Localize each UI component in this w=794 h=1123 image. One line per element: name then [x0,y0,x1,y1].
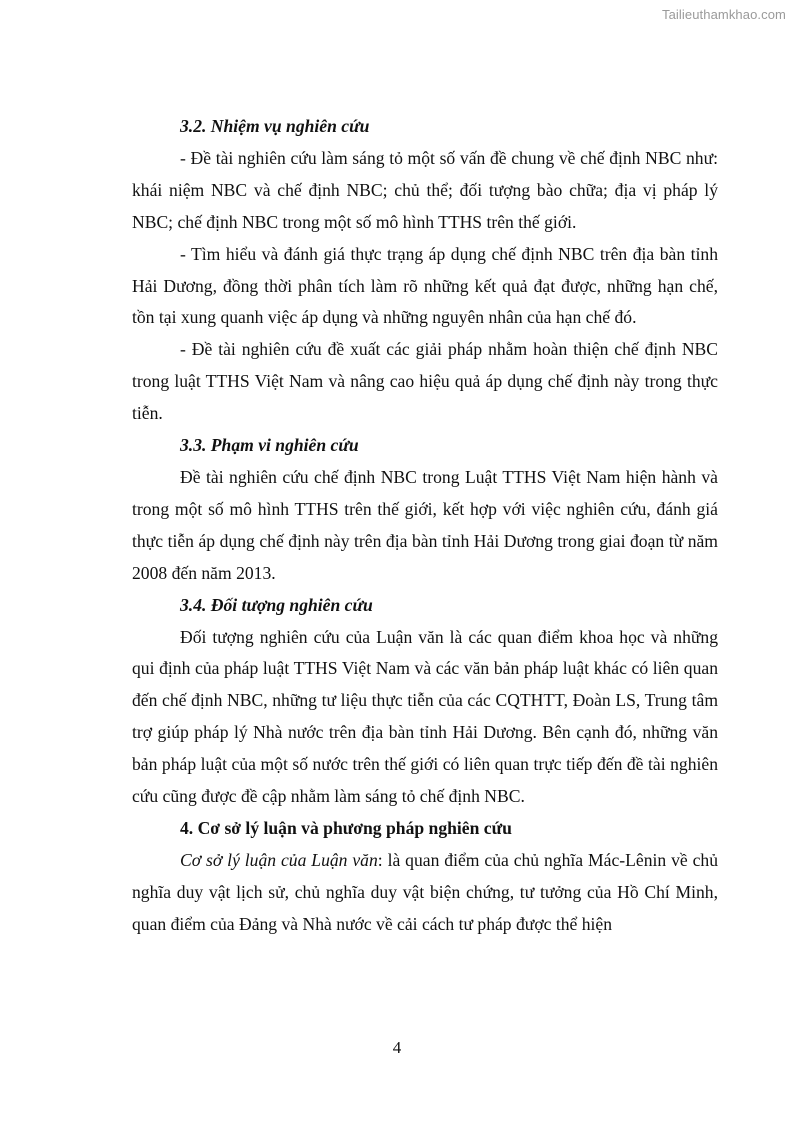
section-3-3-heading: 3.3. Phạm vi nghiên cứu [180,435,359,456]
section-3-2-paragraph-1: - Đề tài nghiên cứu làm sáng tỏ một số vấn đề chung về chế định NBC như: khái niệm NBC và chế định NBC; chủ thể; đối tượng bào chữa; địa vị pháp lý NBC; chế định NBC trong một số mô hình TTHS trên thế giới. [132,147,718,232]
document-body [132,111,718,941]
section-3-4-heading: 3.4. Đối tượng nghiên cứu [180,594,373,615]
section-4-heading: 4. Cơ sở lý luận và phương pháp nghiên cứu [180,817,512,838]
section-3-2-heading: 3.2. Nhiệm vụ nghiên cứu [180,116,370,136]
section-3-4-paragraph-1: Đối tượng nghiên cứu của Luận văn là các quan điểm khoa học và những qui định của pháp luật TTHS Việt Nam và các văn bản pháp luật khác có liên quan đến chế định NBC, những tư liệu thực tiễn của các CQTHTT, Đoàn LS, Trung tâm trợ giúp pháp lý Nhà nước trên địa bàn tỉnh Hải Dương. Bên cạnh đó, những văn bản pháp luật của một số nước trên thế giới có liên quan trực tiếp đến đề tài nghiên cứu cũng được đề cập nhằm làm sáng tỏ chế định NBC. [132,626,718,807]
watermark-text: Tailieuthamkhao.com [661,7,786,22]
section-3-2-paragraph-2: - Tìm hiểu và đánh giá thực trạng áp dụng chế định NBC trên địa bàn tỉnh Hải Dương, đồng thời phân tích làm rõ những kết quả đạt được, những hạn chế, tồn tại xung quanh việc áp dụng và những nguyên nhân của hạn chế đó. [132,243,718,328]
section-3-3-paragraph-1: Đề tài nghiên cứu chế định NBC trong Luật TTHS Việt Nam hiện hành và trong một số mô hình TTHS trên thế giới, kết hợp với việc nghiên cứu, đánh giá thực tiễn áp dụng chế định này trên địa bàn tỉnh Hải Dương trong giai đoạn từ năm 2008 đến năm 2013. [132,466,718,583]
section-4-lead-phrase: Cơ sở lý luận của Luận văn [180,849,378,870]
section-4-paragraph-text: : là quan điểm của chủ nghĩa Mác-Lênin về chủ nghĩa duy vật lịch sử, chủ nghĩa duy vật biện chứng, tư tưởng của Hồ Chí Minh, quan điểm của Đảng và Nhà nước về cải cách tư pháp được thể hiện [132,849,718,934]
section-4-paragraph-1 [132,845,718,941]
section-3-2-paragraph-3: - Đề tài nghiên cứu đề xuất các giải pháp nhằm hoàn thiện chế định NBC trong luật TTHS Việt Nam và nâng cao hiệu quả áp dụng chế định này trong thực tiễn. [132,339,718,424]
page-number: 4 [392,1038,402,1057]
